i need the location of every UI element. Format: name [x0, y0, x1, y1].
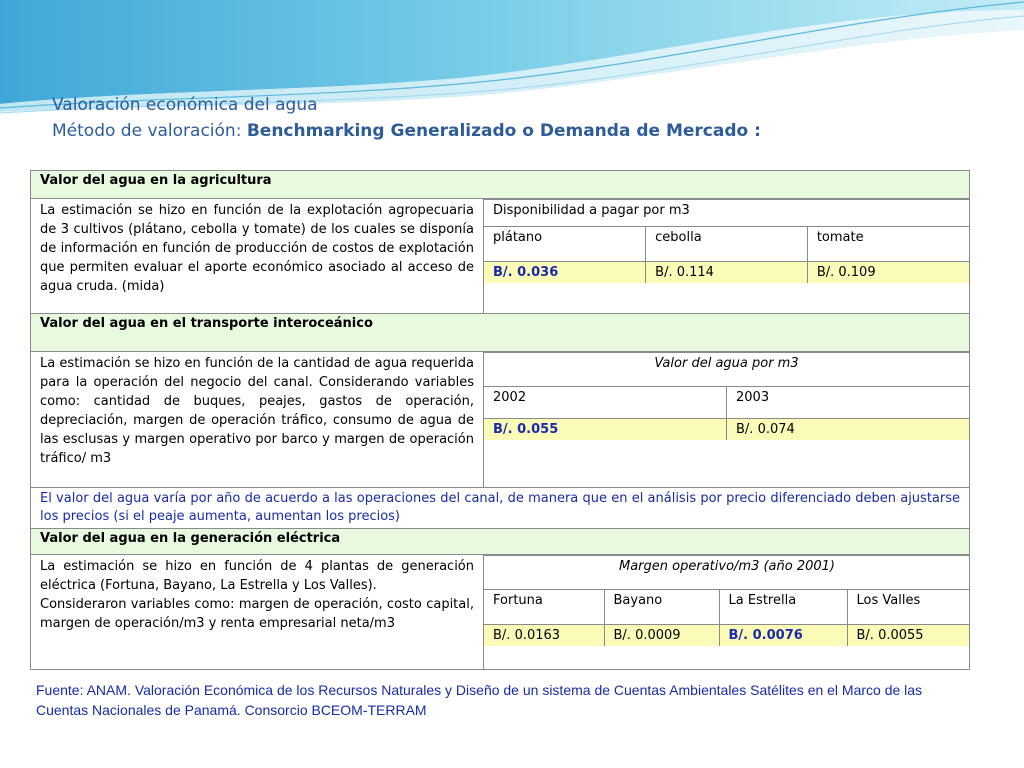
- transport-value-2002: B/. 0.055: [484, 419, 727, 441]
- electric-value-bayano: B/. 0.0009: [604, 625, 719, 647]
- transport-value-2003: B/. 0.074: [727, 419, 970, 441]
- transport-values-cell: [484, 352, 970, 488]
- agriculture-row: [31, 199, 970, 314]
- agri-col-platano: plátano: [484, 227, 646, 262]
- valuation-table: [30, 170, 970, 670]
- electric-col-la-estrella: La Estrella: [719, 590, 847, 625]
- agri-value-platano: B/. 0.036: [484, 262, 646, 284]
- transport-description: La estimación se hizo en función de la cantidad de agua requerida para la operación del negocio del canal. Considerando variables como: cantidad de buques, peajes, gastos de operación, depreciación, margen de operación tráfico, consumo de agua de las esclusas y margen operativo por barco y margen de operación tráfico/ m3: [31, 352, 484, 488]
- electric-description-1: La estimación se hizo en función de 4 plantas de generación eléctrica (Fortuna, Bayano, La Estrella y Los Valles).: [40, 559, 474, 593]
- agriculture-header-row: [31, 171, 970, 199]
- electric-value-los-valles: B/. 0.0055: [847, 625, 970, 647]
- subtitle-method: Benchmarking Generalizado o Demanda de Mercado :: [246, 121, 761, 141]
- transport-header-row: [31, 314, 970, 352]
- agri-value-cebolla: B/. 0.114: [646, 262, 808, 284]
- transport-note: El valor del agua varía por año de acuerdo a las operaciones del canal, de manera que en el análisis por precio diferenciado deben ajustarse los precios (si el peaje aumenta, aumentan los precios): [31, 488, 970, 529]
- transport-col-2002: 2002: [484, 387, 727, 419]
- agriculture-description: La estimación se hizo en función de la explotación agropecuaria de 3 cultivos (plátano, cebolla y tomate) de los cuales se disponía de información en función de producción de costos de explotación que permiten evaluar el aporte económico asociado al acceso de agua cruda. (mida): [31, 199, 484, 314]
- electric-row: [31, 555, 970, 670]
- electric-description: [31, 555, 484, 670]
- page-subtitle: [52, 118, 761, 144]
- electric-header-row: [31, 529, 970, 555]
- agriculture-subheader: Disponibilidad a pagar por m3: [484, 200, 969, 227]
- agri-col-tomate: tomate: [807, 227, 969, 262]
- electric-col-bayano: Bayano: [604, 590, 719, 625]
- agriculture-values-table: [484, 199, 969, 283]
- electric-values-table: [484, 555, 970, 646]
- transport-subheader: Valor del agua por m3: [484, 353, 969, 387]
- transport-values-table: [484, 352, 969, 440]
- agri-col-cebolla: cebolla: [646, 227, 808, 262]
- source-citation: Fuente: ANAM. Valoración Económica de los Recursos Naturales y Diseño de un sistema de Cuentas Ambientales Satélites en el Marco de las Cuentas Nacionales de Panamá. Consorcio BCEOM-TERRAM: [36, 682, 923, 718]
- title-block: [52, 92, 761, 144]
- page-title: Valoración económica del agua: [52, 95, 318, 115]
- electric-values-cell: [484, 555, 970, 670]
- agri-value-tomate: B/. 0.109: [807, 262, 969, 284]
- electric-col-fortuna: Fortuna: [484, 590, 604, 625]
- electric-description-2: Consideraron variables como: margen de operación, costo capital, margen de operación/m3 y renta empresarial neta/m3: [40, 597, 474, 631]
- electric-value-fortuna: B/. 0.0163: [484, 625, 604, 647]
- transport-row: [31, 352, 970, 488]
- transport-header: Valor del agua en el transporte interoceánico: [31, 314, 970, 352]
- electric-subheader: Margen operativo/m3 (año 2001): [484, 556, 970, 590]
- transport-note-row: [31, 488, 970, 529]
- agriculture-values-cell: [484, 199, 970, 314]
- agriculture-header: Valor del agua en la agricultura: [31, 171, 970, 199]
- electric-value-la-estrella: B/. 0.0076: [719, 625, 847, 647]
- electric-header: Valor del agua en la generación eléctrica: [31, 529, 970, 555]
- electric-col-los-valles: Los Valles: [847, 590, 970, 625]
- subtitle-prefix: Método de valoración:: [52, 121, 247, 141]
- transport-col-2003: 2003: [727, 387, 970, 419]
